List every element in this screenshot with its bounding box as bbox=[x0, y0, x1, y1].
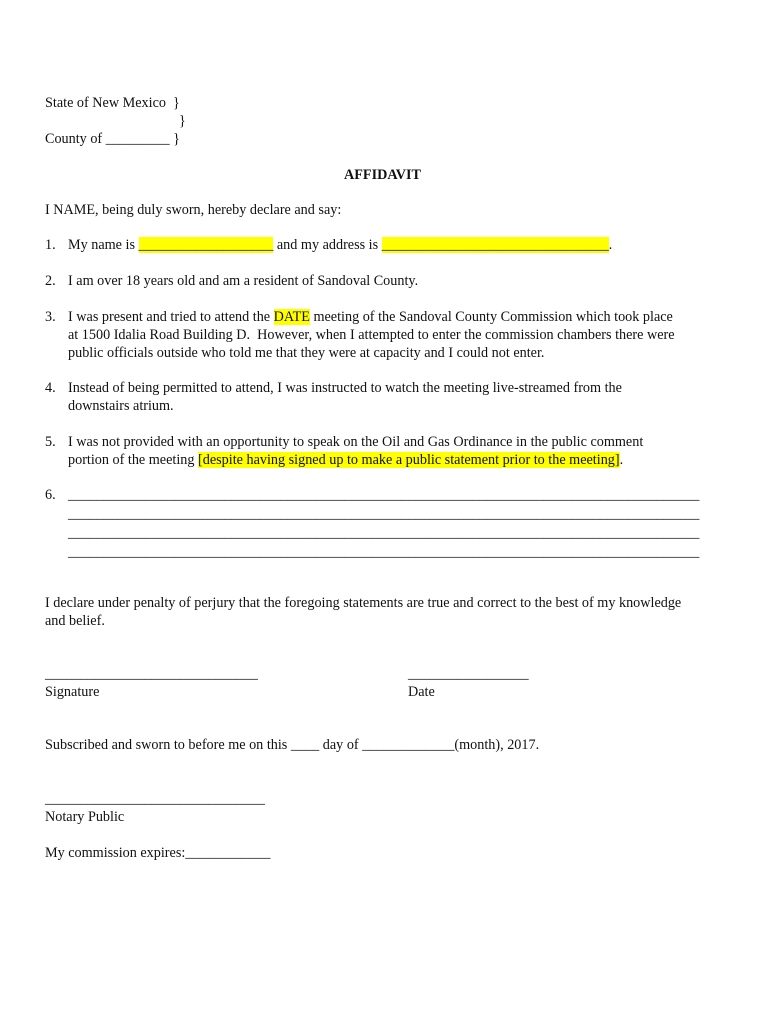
item-number-1: 1. bbox=[45, 237, 56, 253]
item-5-text-a: portion of the meeting bbox=[68, 452, 199, 468]
item-1 bbox=[68, 236, 612, 254]
item-number-4: 4. bbox=[45, 380, 56, 396]
document-title: AFFIDAVIT bbox=[344, 167, 421, 183]
item-4-line-1: Instead of being permitted to attend, I was instructed to watch the meeting live-streamed from the bbox=[68, 380, 622, 396]
county-caption: County of _________ } bbox=[45, 131, 180, 147]
name-blank[interactable]: ___________________ bbox=[138, 237, 274, 253]
declaration-line-1: I declare under penalty of perjury that the foregoing statements are true and correct to the best of my knowledge bbox=[45, 595, 682, 611]
item-3-line-2: at 1500 Idalia Road Building D. However, when I attempted to enter the commission chambers there were bbox=[68, 327, 675, 343]
item-1-prefix: My name is bbox=[68, 237, 139, 253]
date-label: Date bbox=[408, 684, 435, 700]
subscribed-statement: Subscribed and sworn to before me on this ____ day of _____________(month), 2017. bbox=[45, 737, 540, 753]
caption-brace: } bbox=[179, 113, 186, 129]
item-number-3: 3. bbox=[45, 309, 56, 325]
item-6-blank-4[interactable]: _________________________________________________________________________________________ bbox=[68, 544, 700, 560]
item-6-blank-3[interactable]: _________________________________________________________________________________________ bbox=[68, 525, 700, 541]
commission-expires: My commission expires:____________ bbox=[45, 845, 271, 861]
item-1-middle: and my address is bbox=[273, 237, 382, 253]
signature-label: Signature bbox=[45, 684, 100, 700]
item-3-text-a: I was present and tried to attend the bbox=[68, 309, 274, 325]
state-caption: State of New Mexico } bbox=[45, 95, 180, 111]
item-5-text-b: . bbox=[619, 452, 624, 468]
date-line[interactable]: _________________ bbox=[408, 666, 529, 682]
item-3-text-b: meeting of the Sandoval County Commission which took place bbox=[309, 309, 673, 325]
address-blank[interactable]: ________________________________ bbox=[381, 237, 609, 253]
item-2: I am over 18 years old and am a resident of Sandoval County. bbox=[68, 273, 419, 289]
notary-label: Notary Public bbox=[45, 809, 125, 825]
item-number-2: 2. bbox=[45, 273, 56, 289]
item-6-blank-1[interactable]: _________________________________________________________________________________________ bbox=[68, 487, 700, 503]
date-placeholder[interactable]: DATE bbox=[273, 309, 310, 325]
item-1-suffix: . bbox=[608, 237, 613, 253]
item-6-blank-2[interactable]: _________________________________________________________________________________________ bbox=[68, 506, 700, 522]
intro-statement: I NAME, being duly sworn, hereby declare and say: bbox=[45, 202, 342, 218]
item-5-line-1: I was not provided with an opportunity to speak on the Oil and Gas Ordinance in the public comment bbox=[68, 434, 644, 450]
item-5-line-2 bbox=[68, 451, 623, 469]
declaration-line-2: and belief. bbox=[45, 613, 105, 629]
item-3-line-3: public officials outside who told me that they were at capacity and I could not enter. bbox=[68, 345, 545, 361]
item-number-6: 6. bbox=[45, 487, 56, 503]
signature-line[interactable]: ______________________________ bbox=[45, 666, 258, 682]
notary-signature-line[interactable]: _______________________________ bbox=[45, 791, 265, 807]
item-3-line-1 bbox=[68, 308, 673, 326]
item-5-highlighted-text: [despite having signed up to make a public statement prior to the meeting] bbox=[198, 452, 620, 468]
item-number-5: 5. bbox=[45, 434, 56, 450]
item-4-line-2: downstairs atrium. bbox=[68, 398, 174, 414]
